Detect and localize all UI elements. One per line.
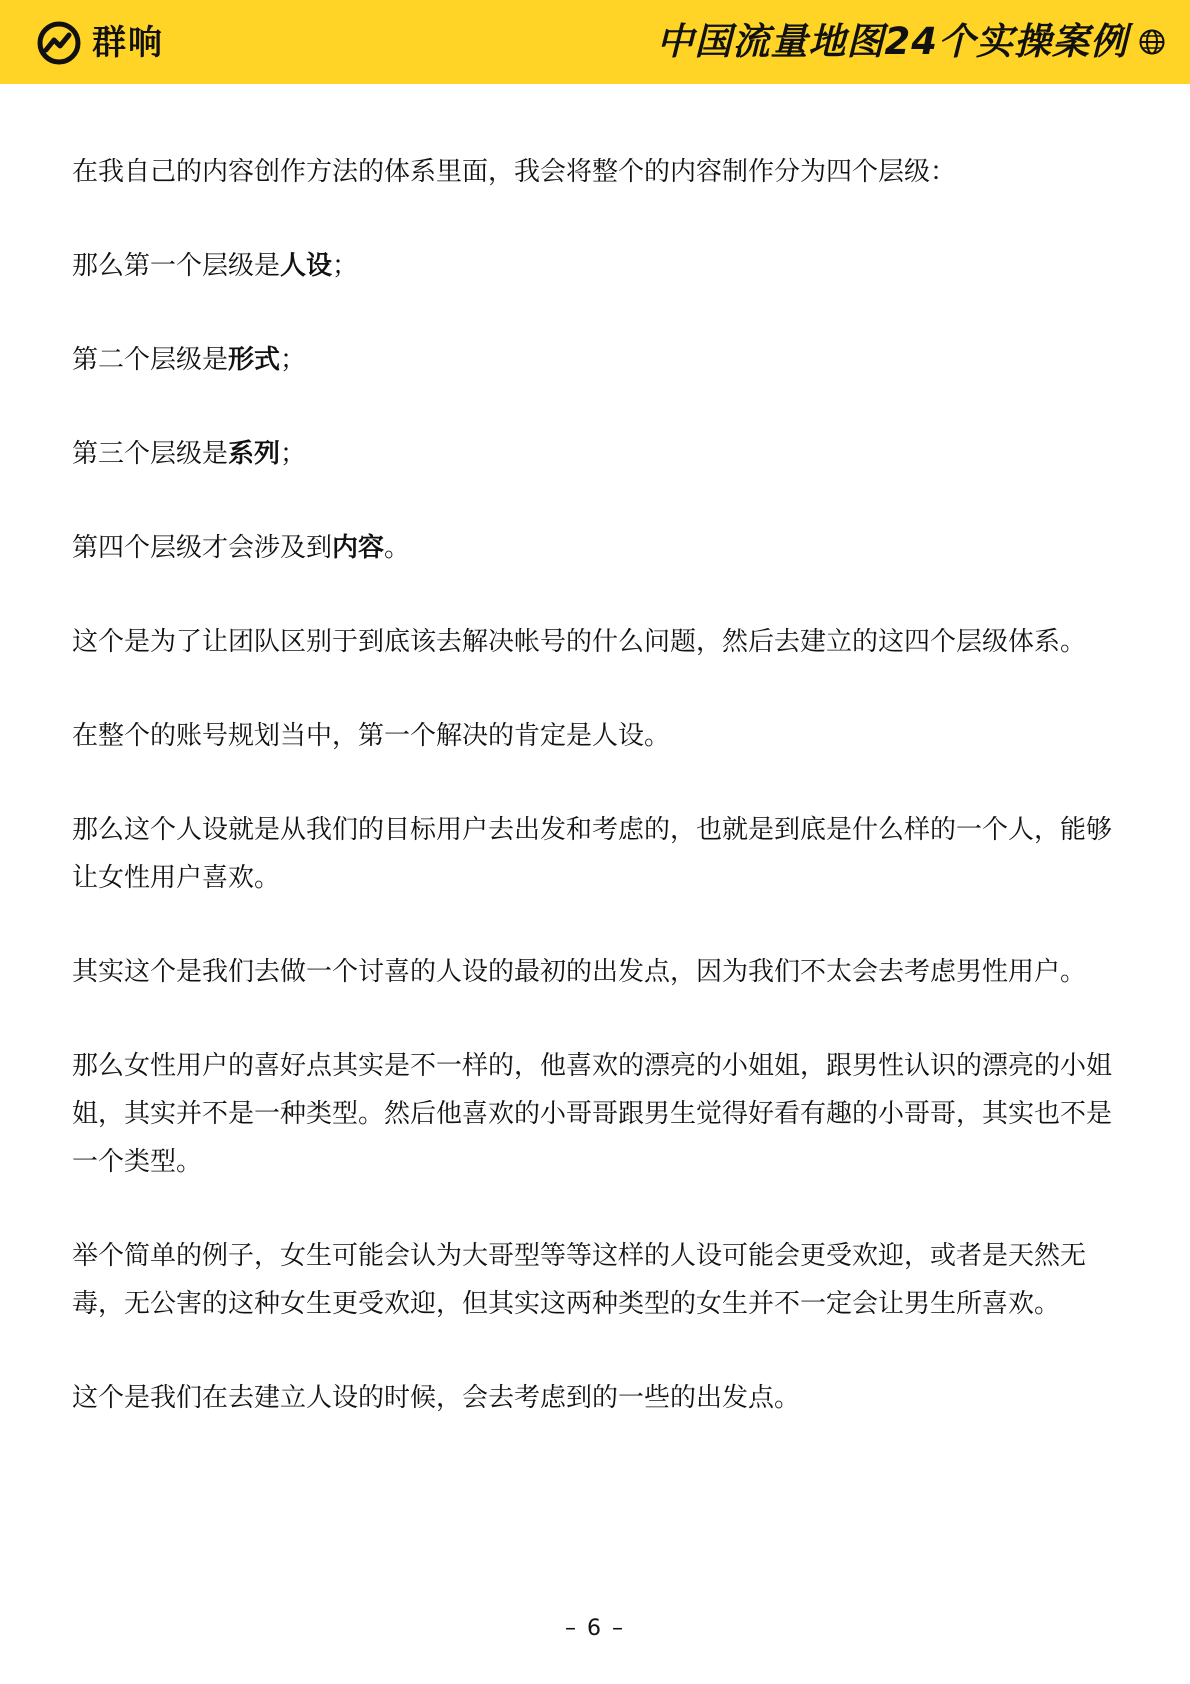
brand-logo-icon <box>36 20 82 66</box>
emphasis-text: 人设 <box>280 251 333 281</box>
paragraph-text: 第二个层级是 <box>72 345 229 375</box>
paragraph-level-4 <box>72 524 1118 572</box>
globe-icon <box>1138 28 1166 56</box>
paragraph-text: 第四个层级才会涉及到 <box>72 533 333 563</box>
header-title-group <box>657 18 1167 66</box>
brand-name: 群响 <box>92 23 164 63</box>
paragraph: 其实这个是我们去做一个讨喜的人设的最初的出发点，因为我们不太会去考虑男性用户。 <box>72 957 1087 987</box>
paragraph: 举个简单的例子，女生可能会认为大哥型等等这样的人设可能会更受欢迎，或者是天然无毒，无公害的这种女生更受欢迎，但其实这两种类型的女生并不一定会让男生所喜欢。 <box>72 1241 1087 1319</box>
paragraph: 这个是为了让团队区别于到底该去解决帐号的什么问题，然后去建立的这四个层级体系。 <box>72 627 1087 657</box>
paragraph-text: ； <box>280 439 307 469</box>
header-bar <box>0 0 1190 84</box>
paragraph-intro: 在我自己的内容创作方法的体系里面，我会将整个的内容制作分为四个层级： <box>72 157 957 187</box>
paragraph-text: ； <box>332 251 359 281</box>
paragraph-level-2 <box>72 336 1118 384</box>
document-title: 中国流量地图24个实操案例 <box>656 20 1128 63</box>
paragraph: 这个是我们在去建立人设的时候，会去考虑到的一些的出发点。 <box>72 1383 801 1413</box>
paragraph: 那么这个人设就是从我们的目标用户去出发和考虑的，也就是到底是什么样的一个人，能够让女性用户喜欢。 <box>72 815 1113 893</box>
paragraph: 那么女性用户的喜好点其实是不一样的，他喜欢的漂亮的小姐姐，跟男性认识的漂亮的小姐姐，其实并不是一种类型。然后他喜欢的小哥哥跟男生觉得好看有趣的小哥哥，其实也不是一个类型。 <box>72 1051 1113 1177</box>
emphasis-text: 系列 <box>228 439 281 469</box>
paragraph-level-3 <box>72 430 1118 478</box>
paragraph-text: ； <box>280 345 307 375</box>
paragraph-text: 第三个层级是 <box>72 439 229 469</box>
brand <box>36 20 164 66</box>
paragraph-text: 那么第一个层级是 <box>72 251 281 281</box>
paragraph: 在整个的账号规划当中，第一个解决的肯定是人设。 <box>72 721 671 751</box>
page-number: – 6 – <box>565 1616 625 1641</box>
paragraph-text: 。 <box>384 533 411 563</box>
emphasis-text: 内容 <box>332 533 385 563</box>
paragraph-level-1 <box>72 242 1118 290</box>
emphasis-text: 形式 <box>228 345 281 375</box>
body-content <box>72 148 1118 1468</box>
